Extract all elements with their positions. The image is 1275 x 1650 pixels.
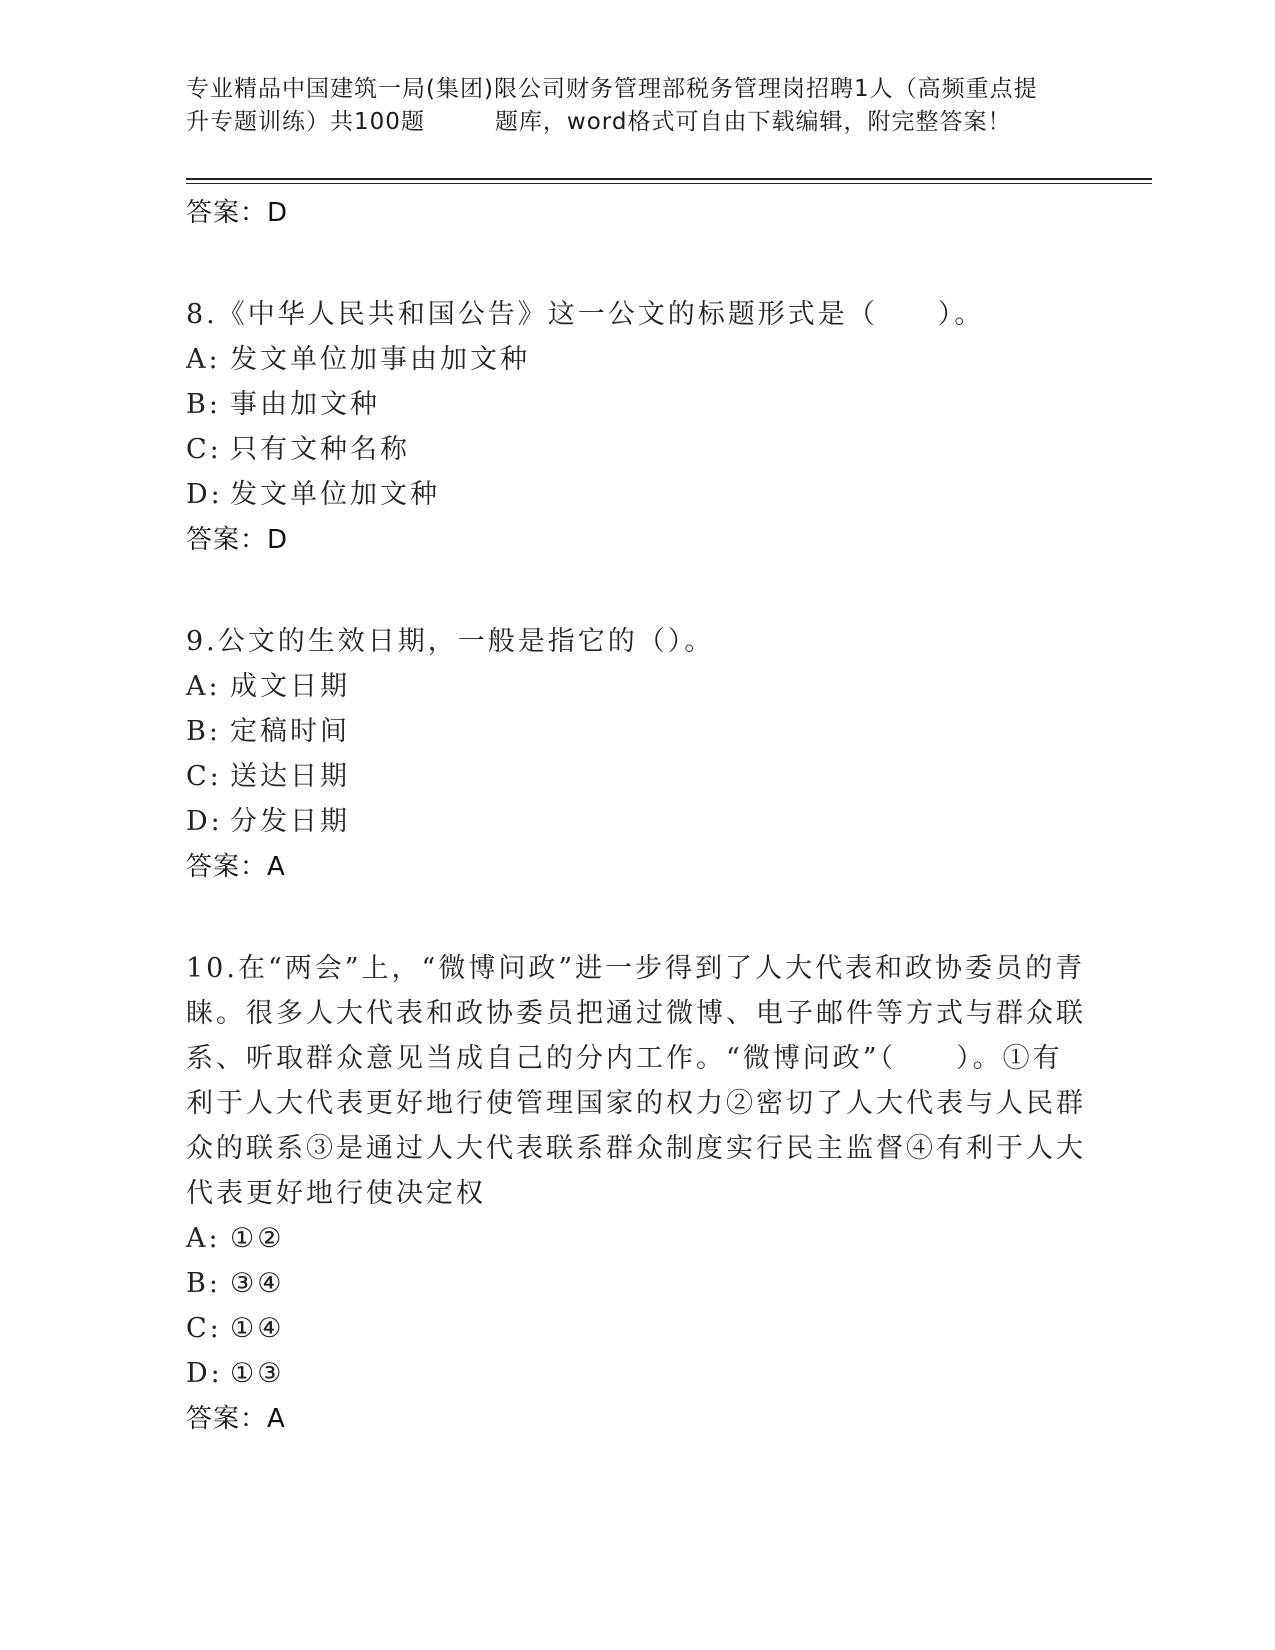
answer-previous: 答案：D [186,198,289,228]
option-a: A: 发文单位加事由加文种 [186,344,530,375]
option-a: A: ①② [186,1223,285,1254]
option-d: D: 发文单位加文种 [186,479,440,510]
option-a: A: 成文日期 [186,671,350,702]
question-block-10 [186,946,1086,1442]
header-title-count: 升专题训练）共100题 [186,109,425,135]
option-b: B: ③④ [186,1268,285,1299]
header-title-line-2 [186,106,1086,139]
option-c: C: 只有文种名称 [186,434,410,465]
question-list [186,190,1086,1442]
answer-line: 答案：A [186,1404,286,1434]
option-b: B: 定稿时间 [186,716,350,747]
answer-line: 答案：A [186,852,286,882]
option-c: C: ①④ [186,1313,285,1344]
question-text: 9.公文的生效日期，一般是指它的（）。 [186,626,715,657]
page-header [186,73,1086,139]
option-b: B: 事由加文种 [186,389,380,420]
header-rule-thin [186,183,1152,184]
question-block-9 [186,619,1086,890]
answer-line: 答案：D [186,525,289,555]
question-text: 10.在“两会”上，“微博问政”进一步得到了人大代表和政协委员的青睐。很多人大代表和政协委员把通过微博、电子邮件等方式与群众联系、听取群众意见当成自己的分内工作。“微博问政”（ ）。①有利于人大代表更好地行使管理国家的权力②密切了人大代表与人民群众的联系③是通过人大代表联系群众制度实行民主监督④有利于人大代表更好地行使决定权 [186,953,1086,1209]
option-c: C: 送达日期 [186,761,350,792]
option-d: D: ①③ [186,1358,285,1389]
header-rule-thick [186,178,1152,180]
header-subtitle: 题库，word格式可自由下载编辑，附完整答案！ [494,109,1012,135]
option-d: D: 分发日期 [186,806,350,837]
question-block-8 [186,292,1086,563]
header-title-line-1: 专业精品中国建筑一局(集团)限公司财务管理部税务管理岗招聘1人（高频重点提 [186,76,1038,102]
question-text: 8.《中华人民共和国公告》这一公文的标题形式是（ ）。 [186,299,985,330]
